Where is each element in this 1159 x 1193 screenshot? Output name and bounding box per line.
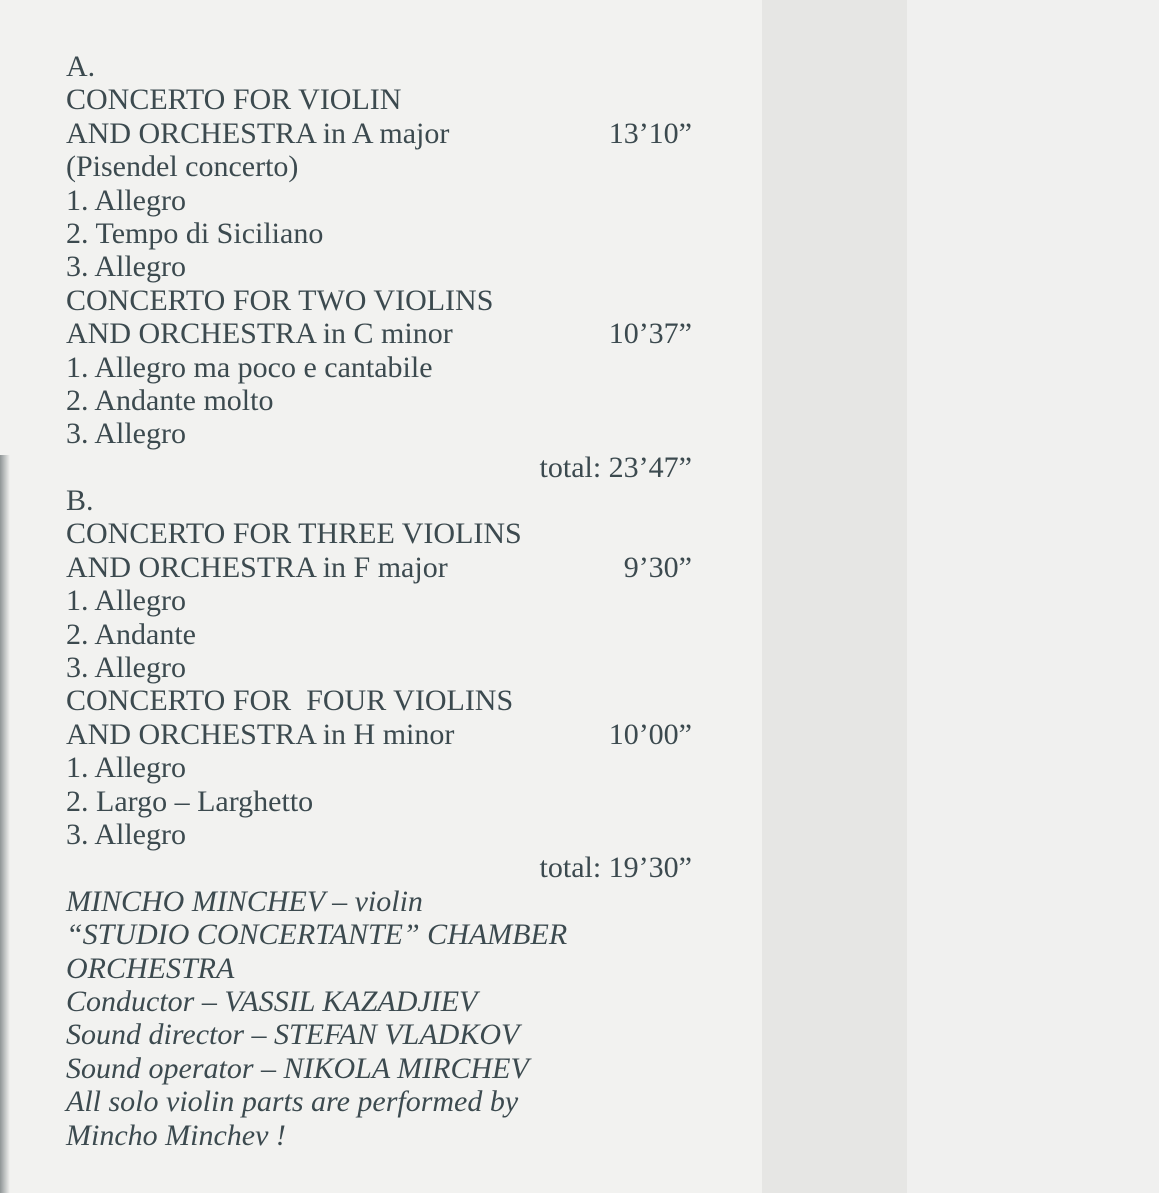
side-b-total: total: 19’30”: [539, 851, 692, 885]
movement: 1. Allegro ma poco e cantabile: [66, 350, 433, 384]
side-a-work1-subtitle: (Pisendel concerto): [66, 150, 299, 184]
movement: 1. Allegro: [66, 584, 186, 618]
insert-panel-right: [907, 0, 1159, 1193]
side-a-work1-title2: AND ORCHESTRA in A major: [66, 116, 450, 150]
movement: 2. Tempo di Siciliano: [66, 216, 324, 250]
side-a-work2-title: CONCERTO FOR TWO VIOLINS: [66, 283, 494, 317]
movement: 3. Allegro: [66, 651, 186, 685]
movement: 2. Largo – Larghetto: [66, 784, 314, 818]
side-b-label: B.: [66, 484, 94, 518]
credit-line: Conductor – VASSIL KAZADJIEV: [66, 984, 478, 1018]
side-a-work2-title2: AND ORCHESTRA in C minor: [66, 317, 453, 351]
side-b-work1-title-row: [66, 551, 692, 584]
side-a-label: A.: [66, 50, 96, 83]
credit-line: All solo violin parts are performed by: [66, 1085, 519, 1119]
tracklist: [66, 50, 706, 1152]
side-a-work1-title: CONCERTO FOR VIOLIN: [66, 83, 402, 117]
side-b-work1-title: CONCERTO FOR THREE VIOLINS: [66, 517, 522, 551]
side-b-work2-duration: 10’00”: [608, 717, 692, 751]
side-a-work1-duration: 13’10”: [608, 116, 692, 150]
side-b-work2-title: CONCERTO FOR FOUR VIOLINS: [66, 684, 514, 718]
side-a-work1-title-row: [66, 117, 692, 150]
side-a-total: total: 23’47”: [539, 450, 692, 484]
credit-line: “STUDIO CONCERTANTE” CHAMBER: [66, 918, 568, 952]
side-a-work2-duration: 10’37”: [608, 317, 692, 351]
side-b-work1-title2: AND ORCHESTRA in F major: [66, 550, 448, 584]
movement: 1. Allegro: [66, 751, 186, 785]
edge-shadow: [0, 455, 10, 1193]
side-b-work2-title-row: [66, 718, 692, 751]
movement: 3. Allegro: [66, 250, 186, 284]
movement: 2. Andante molto: [66, 383, 274, 417]
side-a-work2-title-row: [66, 317, 692, 350]
side-b-work2-title2: AND ORCHESTRA in H minor: [66, 717, 455, 751]
credit-line: Mincho Minchev !: [66, 1118, 286, 1152]
movement: 3. Allegro: [66, 817, 186, 851]
insert-fold: [762, 0, 907, 1193]
movement: 1. Allegro: [66, 183, 186, 217]
movement: 2. Andante: [66, 617, 196, 651]
credit-line: Sound director – STEFAN VLADKOV: [66, 1018, 520, 1052]
side-b-work1-duration: 9’30”: [623, 550, 692, 584]
credit-line: MINCHO MINCHEV – violin: [66, 884, 423, 918]
credit-line: Sound operator – NIKOLA MIRCHEV: [66, 1051, 529, 1085]
movement: 3. Allegro: [66, 417, 186, 451]
credit-line: ORCHESTRA: [66, 951, 235, 985]
